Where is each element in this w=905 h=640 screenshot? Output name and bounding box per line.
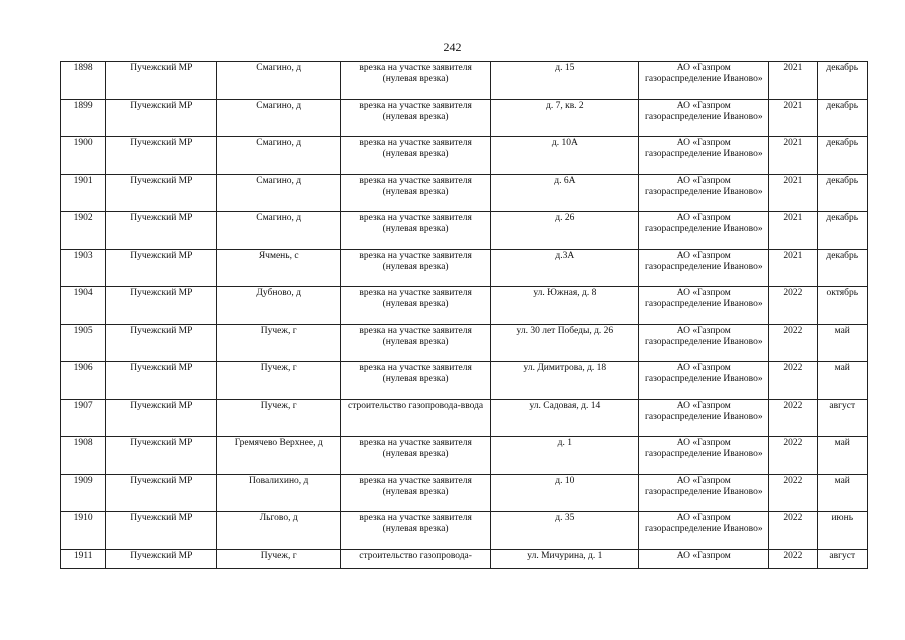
cell-num: 1910	[61, 512, 106, 550]
cell-address: д. 10А	[491, 137, 639, 175]
cell-org: АО «Газпром газораспределение Иваново»	[639, 437, 769, 475]
cell-locality: Льгово, д	[217, 512, 341, 550]
cell-year: 2022	[769, 324, 817, 362]
cell-num: 1906	[61, 362, 106, 400]
cell-year: 2021	[769, 99, 817, 137]
cell-month: май	[817, 324, 867, 362]
cell-num: 1911	[61, 549, 106, 568]
table-row	[61, 287, 868, 325]
cell-year: 2021	[769, 174, 817, 212]
cell-district: Пучежский МР	[106, 437, 217, 475]
cell-address: д. 35	[491, 512, 639, 550]
cell-address: д. 7, кв. 2	[491, 99, 639, 137]
cell-locality: Гремячево Верхнее, д	[217, 437, 341, 475]
cell-month: июнь	[817, 512, 867, 550]
cell-num: 1900	[61, 137, 106, 175]
cell-org: АО «Газпром газораспределение Иваново»	[639, 174, 769, 212]
table-row	[61, 99, 868, 137]
table-body	[61, 62, 868, 569]
cell-address: д. 6А	[491, 174, 639, 212]
table-row	[61, 362, 868, 400]
cell-work: врезка на участке заявителя (нулевая врезка)	[340, 137, 490, 175]
cell-address: д. 10	[491, 474, 639, 512]
cell-month: декабрь	[817, 212, 867, 250]
table-row	[61, 249, 868, 287]
table-row	[61, 474, 868, 512]
cell-work: врезка на участке заявителя (нулевая врезка)	[340, 474, 490, 512]
cell-num: 1902	[61, 212, 106, 250]
cell-address: д. 1	[491, 437, 639, 475]
cell-month: декабрь	[817, 249, 867, 287]
cell-year: 2021	[769, 62, 817, 100]
cell-year: 2022	[769, 512, 817, 550]
cell-year: 2022	[769, 399, 817, 437]
cell-month: май	[817, 437, 867, 475]
cell-org: АО «Газпром газораспределение Иваново»	[639, 99, 769, 137]
cell-work: врезка на участке заявителя (нулевая врезка)	[340, 62, 490, 100]
cell-address: д. 15	[491, 62, 639, 100]
cell-month: октябрь	[817, 287, 867, 325]
cell-num: 1898	[61, 62, 106, 100]
cell-num: 1903	[61, 249, 106, 287]
cell-num: 1908	[61, 437, 106, 475]
cell-locality: Пучеж, г	[217, 549, 341, 568]
table-row	[61, 399, 868, 437]
table-row	[61, 174, 868, 212]
cell-district: Пучежский МР	[106, 362, 217, 400]
cell-year: 2022	[769, 437, 817, 475]
cell-num: 1899	[61, 99, 106, 137]
cell-year: 2021	[769, 137, 817, 175]
cell-locality: Ячмень, с	[217, 249, 341, 287]
cell-year: 2022	[769, 362, 817, 400]
table-row	[61, 62, 868, 100]
table-row	[61, 437, 868, 475]
cell-work: врезка на участке заявителя (нулевая врезка)	[340, 287, 490, 325]
cell-org: АО «Газпром газораспределение Иваново»	[639, 287, 769, 325]
cell-work: врезка на участке заявителя (нулевая врезка)	[340, 324, 490, 362]
cell-locality: Пучеж, г	[217, 399, 341, 437]
cell-org: АО «Газпром газораспределение Иваново»	[639, 324, 769, 362]
cell-month: август	[817, 399, 867, 437]
cell-month: май	[817, 362, 867, 400]
cell-district: Пучежский МР	[106, 62, 217, 100]
cell-month: май	[817, 474, 867, 512]
cell-district: Пучежский МР	[106, 137, 217, 175]
cell-locality: Повалихино, д	[217, 474, 341, 512]
cell-address: ул. Садовая, д. 14	[491, 399, 639, 437]
cell-address: ул. Димитрова, д. 18	[491, 362, 639, 400]
cell-district: Пучежский МР	[106, 99, 217, 137]
cell-district: Пучежский МР	[106, 249, 217, 287]
cell-month: декабрь	[817, 174, 867, 212]
cell-org: АО «Газпром газораспределение Иваново»	[639, 137, 769, 175]
cell-district: Пучежский МР	[106, 399, 217, 437]
cell-month: декабрь	[817, 99, 867, 137]
cell-locality: Смагино, д	[217, 137, 341, 175]
cell-month: декабрь	[817, 62, 867, 100]
table-row	[61, 549, 868, 568]
cell-year: 2022	[769, 287, 817, 325]
cell-year: 2022	[769, 549, 817, 568]
cell-district: Пучежский МР	[106, 512, 217, 550]
cell-locality: Смагино, д	[217, 212, 341, 250]
cell-year: 2022	[769, 474, 817, 512]
cell-work: строительство газопровода-	[340, 549, 490, 568]
cell-org: АО «Газпром газораспределение Иваново»	[639, 474, 769, 512]
cell-year: 2021	[769, 212, 817, 250]
cell-district: Пучежский МР	[106, 549, 217, 568]
cell-locality: Смагино, д	[217, 99, 341, 137]
cell-district: Пучежский МР	[106, 212, 217, 250]
cell-work: врезка на участке заявителя (нулевая врезка)	[340, 249, 490, 287]
cell-work: врезка на участке заявителя (нулевая врезка)	[340, 212, 490, 250]
cell-address: ул. Южная, д. 8	[491, 287, 639, 325]
cell-org: АО «Газпром газораспределение Иваново»	[639, 512, 769, 550]
cell-work: врезка на участке заявителя (нулевая врезка)	[340, 437, 490, 475]
cell-locality: Пучеж, г	[217, 324, 341, 362]
cell-num: 1907	[61, 399, 106, 437]
cell-address: ул. 30 лет Победы, д. 26	[491, 324, 639, 362]
cell-month: декабрь	[817, 137, 867, 175]
table-row	[61, 137, 868, 175]
cell-work: врезка на участке заявителя (нулевая врезка)	[340, 99, 490, 137]
cell-org: АО «Газпром	[639, 549, 769, 568]
cell-district: Пучежский МР	[106, 174, 217, 212]
cell-num: 1901	[61, 174, 106, 212]
cell-month: август	[817, 549, 867, 568]
cell-org: АО «Газпром газораспределение Иваново»	[639, 212, 769, 250]
cell-work: строительство газопровода-ввода	[340, 399, 490, 437]
cell-year: 2021	[769, 249, 817, 287]
cell-locality: Дубново, д	[217, 287, 341, 325]
cell-district: Пучежский МР	[106, 287, 217, 325]
cell-locality: Пучеж, г	[217, 362, 341, 400]
cell-work: врезка на участке заявителя (нулевая врезка)	[340, 362, 490, 400]
cell-district: Пучежский МР	[106, 474, 217, 512]
page-number: 242	[443, 40, 462, 54]
cell-district: Пучежский МР	[106, 324, 217, 362]
cell-org: АО «Газпром газораспределение Иваново»	[639, 249, 769, 287]
cell-address: д.3А	[491, 249, 639, 287]
gasification-table	[60, 61, 868, 569]
table-row	[61, 512, 868, 550]
table-row	[61, 212, 868, 250]
cell-locality: Смагино, д	[217, 174, 341, 212]
cell-org: АО «Газпром газораспределение Иваново»	[639, 399, 769, 437]
table-row	[61, 324, 868, 362]
cell-num: 1904	[61, 287, 106, 325]
cell-work: врезка на участке заявителя (нулевая врезка)	[340, 512, 490, 550]
cell-num: 1909	[61, 474, 106, 512]
cell-address: ул. Мичурина, д. 1	[491, 549, 639, 568]
cell-num: 1905	[61, 324, 106, 362]
cell-address: д. 26	[491, 212, 639, 250]
cell-org: АО «Газпром газораспределение Иваново»	[639, 62, 769, 100]
cell-locality: Смагино, д	[217, 62, 341, 100]
cell-work: врезка на участке заявителя (нулевая врезка)	[340, 174, 490, 212]
cell-org: АО «Газпром газораспределение Иваново»	[639, 362, 769, 400]
